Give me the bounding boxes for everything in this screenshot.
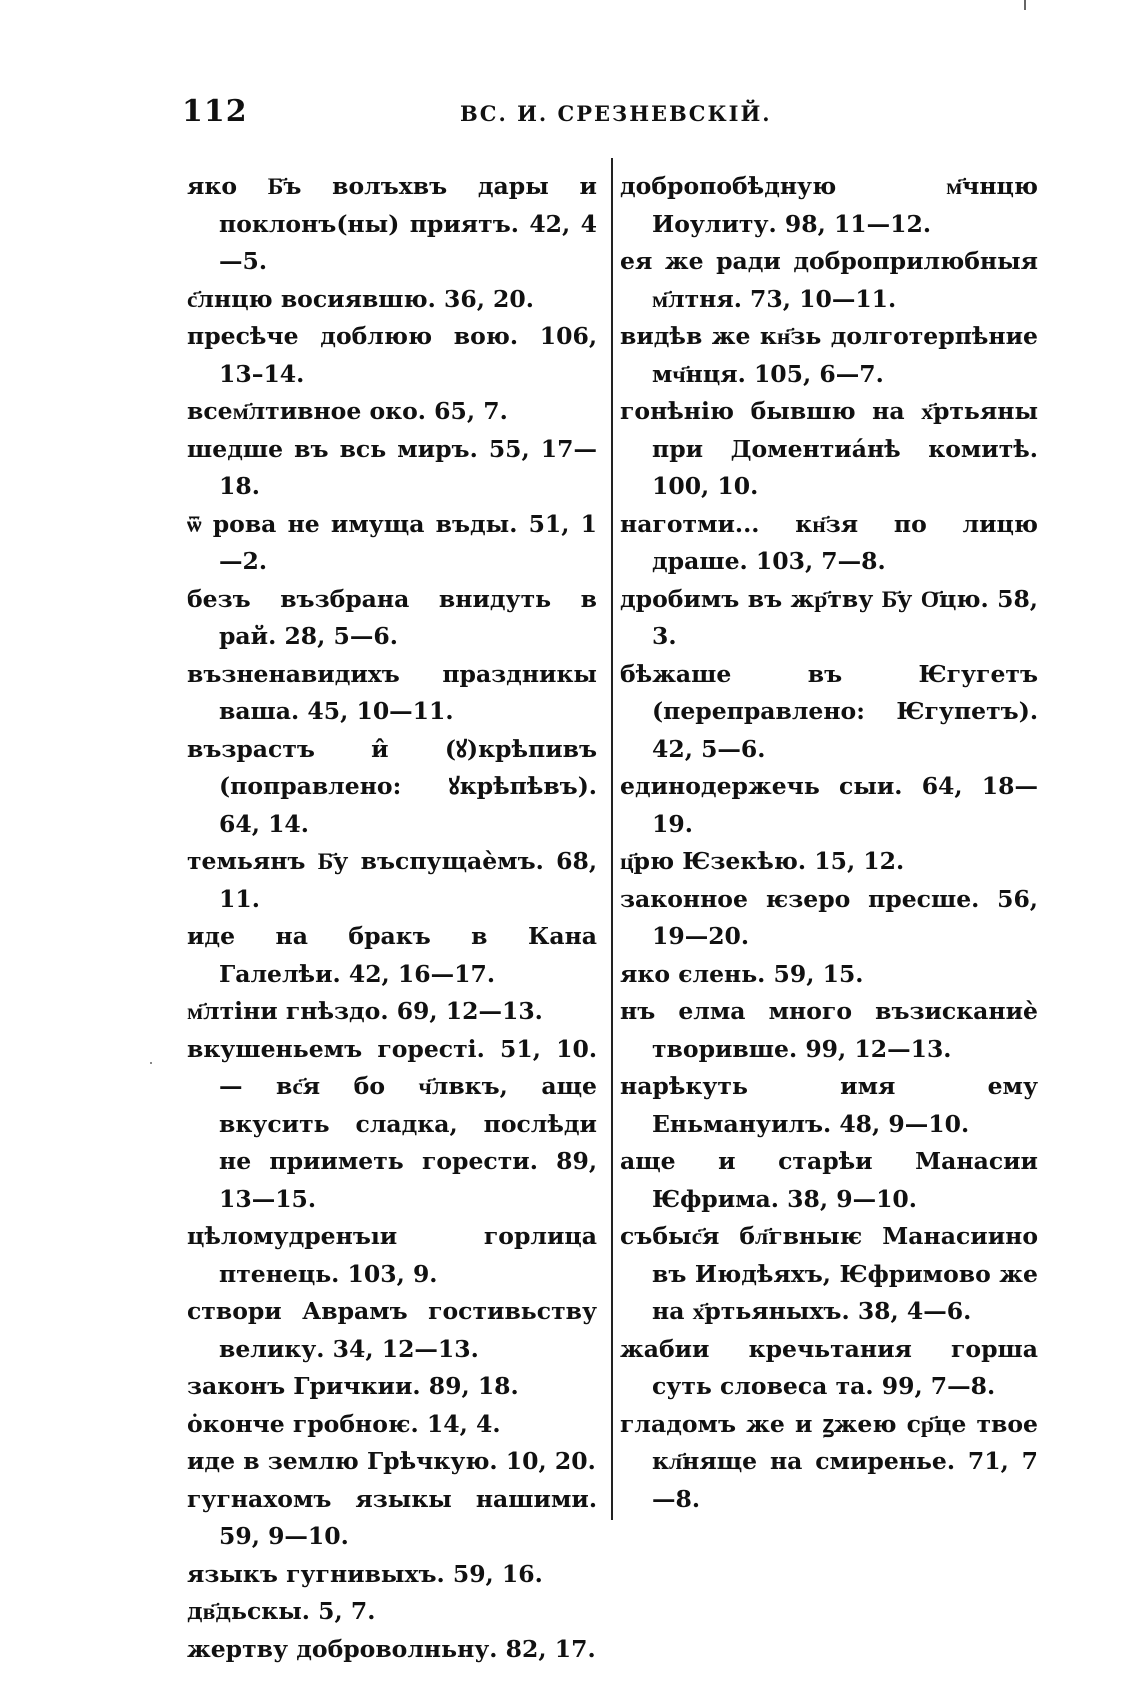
entry: наготми... кн҃зя по лицю драше. 103, 7—8. — [620, 509, 1038, 575]
entry: дв҃дьскы. 5, 7. — [187, 1597, 376, 1625]
column-divider — [611, 158, 613, 1520]
entry: видѣв же кн҃зь долготерпѣние мч҃нця. 105, 6—7. — [620, 322, 1038, 388]
entry: добропобѣдную м҃чнцю Иоулиту. 98, 11—12. — [620, 172, 1038, 238]
page-number: 112 — [182, 94, 248, 129]
entry: пресѣче доблюю вою. 106, 13–14. — [187, 322, 597, 388]
entry: нъ елма много възисканиѐ творивше. 99, 12—13. — [620, 997, 1038, 1063]
left-column — [187, 168, 597, 1668]
entry: безъ възбрана внидуть в рай. 28, 5—6. — [187, 584, 597, 650]
entry: иде в землю Грѣчкую. 10, 20. — [187, 1447, 596, 1475]
entry: ѿ рова не имуща въды. 51, 1—2. — [187, 509, 597, 575]
entry: дробимъ въ жр҃тву Б҃у О҃цю. 58, 3. — [620, 584, 1038, 650]
entry: языкъ гугнивыхъ. 59, 16. — [187, 1559, 543, 1588]
entry: ц҃рю Ѥзекѣю. 15, 12. — [620, 847, 905, 875]
entry: ȯконче гробноѥ. 14, 4. — [187, 1409, 501, 1438]
right-column — [620, 168, 1038, 1518]
entry: вкушеньемъ горесті. 51, 10.— вс҃я бо ч҃лвкъ, аще вкусить сладка, послѣди не прииметь горести. 89, 13—15. — [187, 1034, 597, 1213]
entry: аще и старѣи Манасии Ѥфрима. 38, 9—10. — [620, 1147, 1038, 1213]
entry: бѣжаше въ Ѥгугетъ (переправлено: Ѥгупетъ). 42, 5—6. — [620, 659, 1038, 763]
scan-mark — [1024, 0, 1026, 10]
entry: гонѣнію бывшю на х҃ртьяны при Доментиа́нѣ комитѣ. 100, 10. — [620, 397, 1038, 500]
entry: всем҃лтивное око. 65, 7. — [187, 397, 508, 425]
entry: м҃лтiни гнѣздо. 69, 12—13. — [187, 997, 543, 1025]
entry: иде на бракъ в Кана Галелѣи. 42, 16—17. — [187, 922, 597, 988]
entry: яко Б҃ъ волъхвъ дары и поклонъ(ны) приятъ. 42, 4—5. — [187, 172, 597, 275]
scan-speck — [150, 1062, 152, 1064]
entry: цѣломудренъıи горлица птенець. 103, 9. — [187, 1222, 597, 1288]
running-head: ВС. И. СРЕЗНЕВСКІЙ. — [460, 101, 772, 126]
entry: с҃лнцю восиявшю. 36, 20. — [187, 284, 534, 313]
entry: жертву доброволньну. 82, 17. — [187, 1634, 596, 1663]
entry: шедше въ всь миръ. 55, 17—18. — [187, 434, 597, 500]
entry: гладомъ же и ꙁжею ср҃це твое кл҃няще на смиренье. 71, 7—8. — [620, 1409, 1038, 1513]
entry: събыс҃я бл҃гвныѥ Манасиино въ Июдѣяхъ, Ѥфримово же на х҃ртьяныхъ. 38, 4—6. — [620, 1222, 1038, 1325]
entry: единодержечь сыи. 64, 18—19. — [620, 772, 1038, 838]
entry: възрастъ и̂ (ꙋ)крѣпивъ (поправлено: ꙋкрѣпѣвъ). 64, 14. — [187, 734, 597, 838]
entry: створи Аврамъ гостивьству велику. 34, 12—13. — [187, 1297, 597, 1363]
entry: темьянъ Б҃у въспущаѐмъ. 68, 11. — [187, 847, 597, 913]
entry: ея же ради доброприлюбныя м҃лтня. 73, 10—11. — [620, 247, 1038, 313]
entry: възнeнавидихъ праздникы ваша. 45, 10—11. — [187, 659, 597, 725]
entry: жабии кречьтания горша суть словеса та. 99, 7—8. — [620, 1334, 1038, 1400]
entry: гугнахомъ языкы нашими. 59, 9—10. — [187, 1484, 597, 1550]
entry: законъ Гричкии. 89, 18. — [187, 1372, 519, 1400]
entry: нарѣкуть имя ему Еньмануилъ. 48, 9—10. — [620, 1072, 1038, 1138]
entry: яко єлень. 59, 15. — [620, 959, 864, 988]
entry: законное ѥзеро пресше. 56, 19—20. — [620, 884, 1038, 950]
